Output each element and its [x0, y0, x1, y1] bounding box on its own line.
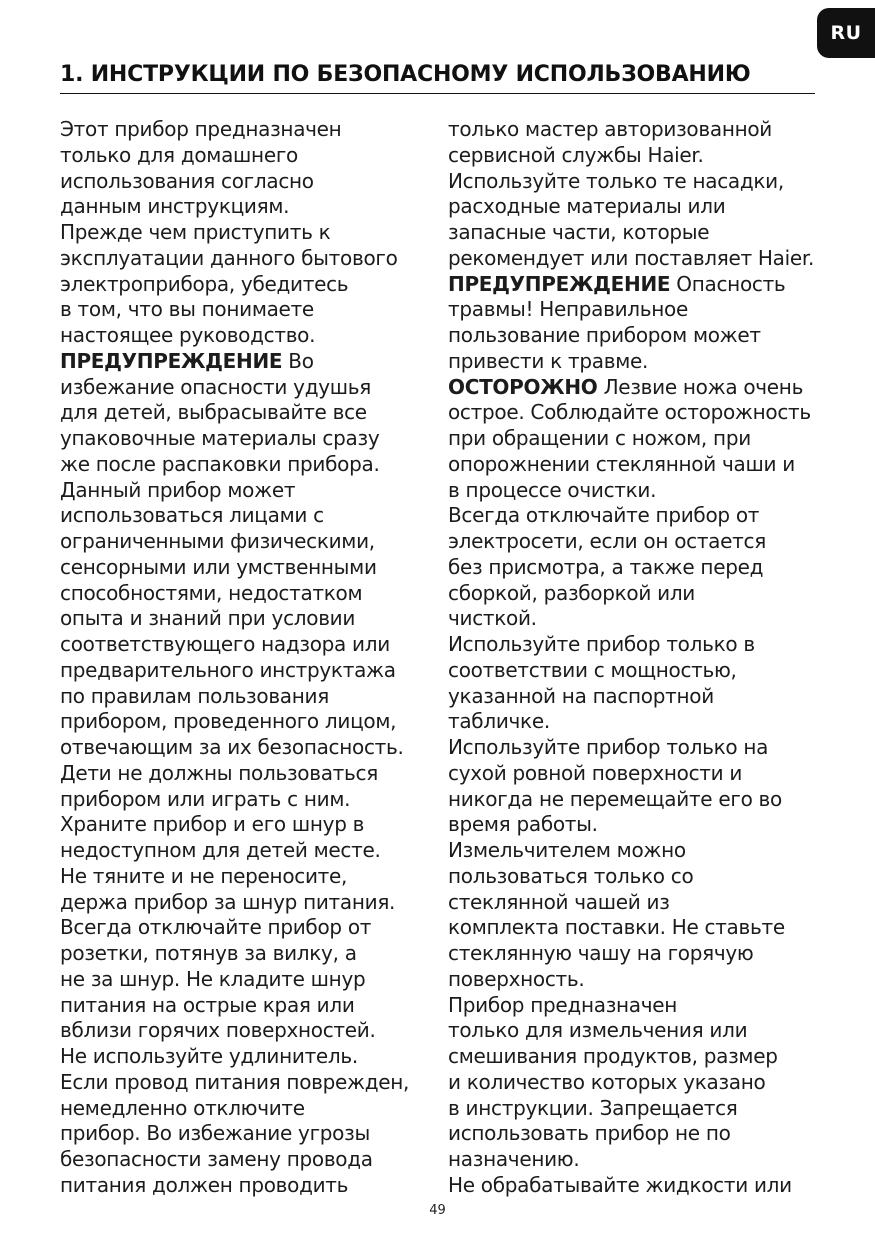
language-badge: RU: [817, 8, 875, 58]
line-text: безопасности замену провода: [60, 1147, 373, 1171]
text-line: [448, 426, 832, 452]
text-line: [60, 220, 444, 246]
line-text: чисткой.: [448, 606, 537, 631]
text-line: [448, 143, 832, 169]
line-text: только для измельчения или: [448, 1018, 748, 1043]
text-line: [448, 581, 832, 607]
line-text: прибором, проведенного лицом,: [60, 709, 397, 734]
line-text: без присмотра, а также перед: [448, 554, 764, 579]
line-text: сервисной службы Haier.: [448, 142, 704, 167]
text-line: [60, 1018, 444, 1044]
text-line: [448, 1096, 832, 1122]
text-line: [448, 323, 832, 349]
text-line: [60, 787, 444, 813]
text-line: [60, 375, 444, 401]
text-line: [448, 400, 832, 426]
text-line: [448, 452, 832, 478]
right-text-column: [448, 117, 832, 1199]
line-text: комплекта поставки. Не ставьте: [448, 915, 785, 940]
text-line: [448, 864, 832, 890]
line-text: и количество которых указано: [448, 1069, 766, 1094]
text-line: [60, 555, 444, 581]
line-text: способностями, недостатком: [60, 580, 363, 605]
line-text: Прибор предназначен: [448, 992, 678, 1017]
text-line: [448, 555, 832, 581]
line-text: Храните прибор и его шнур в: [60, 812, 365, 837]
text-line: [60, 864, 444, 890]
line-text: сенсорными или умственными: [60, 554, 377, 579]
line-text: предварительного инструктажа: [60, 657, 396, 682]
line-text: в инструкции. Запрещается: [448, 1095, 738, 1120]
line-text: Используйте прибор только на: [448, 735, 769, 759]
line-text: питания должен проводить: [60, 1172, 349, 1197]
text-line: [448, 529, 832, 555]
text-line: [448, 838, 832, 864]
line-text: рекомендует или поставляет Haier.: [448, 245, 815, 270]
text-line: [448, 684, 832, 710]
text-line: [448, 246, 832, 272]
line-text: эксплуатации данного бытового: [60, 245, 398, 270]
line-text: использовать прибор не по: [448, 1121, 731, 1146]
line-text: же после распаковки прибора.: [60, 451, 380, 476]
text-line: [60, 400, 444, 426]
text-line: [448, 941, 832, 967]
text-line: [60, 117, 444, 143]
text-line: [448, 993, 832, 1019]
line-text: соответствии с мощностью,: [448, 657, 737, 682]
line-text: для детей, выбрасывайте все: [60, 400, 367, 425]
text-line: [60, 658, 444, 684]
text-line: [448, 1044, 832, 1070]
line-text: Измельчителем можно: [448, 838, 686, 862]
text-line: [448, 1173, 832, 1199]
line-text: избежание опасности удушья: [60, 374, 371, 399]
line-text: Этот прибор предназначен: [60, 117, 342, 141]
line-text: Всегда отключайте прибор от: [60, 915, 372, 940]
text-line: [60, 838, 444, 864]
line-text: использования согласно: [60, 168, 314, 193]
text-line: [60, 1173, 444, 1199]
line-text: Используйте прибор только в: [448, 632, 755, 656]
text-line: [448, 1121, 832, 1147]
text-line: [448, 1070, 832, 1096]
line-text: Во: [282, 348, 314, 373]
line-text: Прежде чем приступить к: [60, 220, 331, 244]
line-text: держа прибор за шнур питания.: [60, 889, 396, 914]
text-line: [60, 478, 444, 504]
line-text: ограниченными физическими,: [60, 529, 375, 553]
text-line: [60, 967, 444, 993]
text-line: [448, 1147, 832, 1173]
text-line: [448, 967, 832, 993]
text-line: [448, 606, 832, 632]
text-line: [448, 735, 832, 761]
line-text: пользование прибором может: [448, 323, 761, 347]
line-text: время работы.: [448, 812, 598, 837]
text-line: [60, 606, 444, 632]
line-text: упаковочные материалы сразу: [60, 426, 380, 450]
line-text: электросети, если он остается: [448, 529, 766, 553]
line-text: не за шнур. Не кладите шнур: [60, 966, 366, 991]
line-text: привести к травме.: [448, 348, 649, 373]
line-text: прибором или играть с ним.: [60, 786, 351, 811]
text-line: [60, 143, 444, 169]
line-text: расходные материалы или: [448, 194, 726, 219]
line-text: недоступном для детей месте.: [60, 838, 381, 862]
line-text: питания на острые края или: [60, 992, 355, 1017]
line-text: Дети не должны пользоваться: [60, 760, 378, 785]
line-text: данным инструкциям.: [60, 194, 290, 219]
text-line: [60, 246, 444, 272]
line-text: по правилам пользования: [60, 683, 329, 708]
line-text: указанной на паспортной: [448, 683, 714, 708]
text-line: [448, 117, 832, 143]
line-text: настоящее руководство.: [60, 323, 316, 347]
line-text: Не обрабатывайте жидкости или: [448, 1172, 792, 1197]
line-text: использоваться лицами с: [60, 503, 324, 528]
text-line: [60, 297, 444, 323]
line-text: немедленно отключите: [60, 1095, 305, 1120]
text-line: [448, 787, 832, 813]
text-line: [448, 194, 832, 220]
line-text: соответствующего надзора или: [60, 632, 390, 656]
line-text: розетки, потянув за вилку, а: [60, 941, 357, 965]
text-line: [448, 220, 832, 246]
text-line: [60, 812, 444, 838]
line-text: Лезвие ножа очень: [597, 374, 804, 399]
text-line: [448, 761, 832, 787]
line-text: прибор. Во избежание угрозы: [60, 1121, 370, 1146]
text-line: [448, 1018, 832, 1044]
line-text: стеклянной чашей из: [448, 889, 670, 914]
text-line: [448, 503, 832, 529]
warning-label: ПРЕДУПРЕЖДЕНИЕ: [60, 348, 283, 373]
line-text: в процессе очистки.: [448, 477, 657, 502]
line-text: Опасность: [670, 271, 786, 296]
text-line: [60, 915, 444, 941]
text-line: [60, 761, 444, 787]
text-line: [60, 1096, 444, 1122]
line-text: Если провод питания поврежден,: [60, 1069, 410, 1094]
line-text: сборкой, разборкой или: [448, 580, 695, 605]
text-line: [60, 452, 444, 478]
text-line: [60, 581, 444, 607]
line-text: пользоваться только со: [448, 863, 694, 888]
line-text: стеклянную чашу на горячую: [448, 941, 754, 965]
line-text: назначению.: [448, 1147, 580, 1171]
text-line: [60, 1147, 444, 1173]
line-text: сухой ровной поверхности и: [448, 760, 743, 785]
text-line: [60, 941, 444, 967]
text-line: [448, 812, 832, 838]
text-line: [448, 297, 832, 323]
line-text: отвечающим за их безопасность.: [60, 735, 404, 759]
text-line: [60, 709, 444, 735]
line-text: вблизи горячих поверхностей.: [60, 1018, 376, 1043]
text-line: [60, 503, 444, 529]
line-text: запасные части, которые: [448, 220, 710, 244]
text-line: [448, 272, 832, 298]
text-line: [448, 890, 832, 916]
text-line: [60, 1070, 444, 1096]
text-line: [448, 632, 832, 658]
text-line: [60, 632, 444, 658]
text-line: [60, 1121, 444, 1147]
line-text: опорожнении стеклянной чаши и: [448, 451, 795, 476]
line-text: только мастер авторизованной: [448, 117, 773, 141]
page-number: 49: [429, 1203, 446, 1218]
text-line: [448, 375, 832, 401]
text-line: [60, 272, 444, 298]
text-line: [60, 426, 444, 452]
line-text: острое. Соблюдайте осторожность: [448, 400, 811, 425]
line-text: Не тяните и не переносите,: [60, 863, 348, 888]
line-text: табличке.: [448, 709, 550, 734]
text-line: [448, 478, 832, 504]
line-text: только для домашнего: [60, 142, 298, 167]
text-line: [60, 194, 444, 220]
line-text: Не используйте удлинитель.: [60, 1044, 358, 1068]
text-line: [60, 993, 444, 1019]
text-line: [448, 658, 832, 684]
line-text: опыта и знаний при условии: [60, 606, 356, 631]
line-text: Используйте только те насадки,: [448, 168, 784, 193]
left-text-column: [60, 117, 444, 1199]
section-title: 1. ИНСТРУКЦИИ ПО БЕЗОПАСНОМУ ИСПОЛЬЗОВАНИЮ: [60, 62, 815, 94]
text-line: [448, 709, 832, 735]
text-line: [60, 529, 444, 555]
warning-label: ОСТОРОЖНО: [448, 374, 598, 399]
text-line: [448, 915, 832, 941]
text-line: [60, 735, 444, 761]
text-line: [448, 349, 832, 375]
line-text: электроприбора, убедитесь: [60, 271, 349, 296]
text-line: [60, 1044, 444, 1070]
text-line: [60, 169, 444, 195]
line-text: поверхность.: [448, 966, 585, 991]
warning-label: ПРЕДУПРЕЖДЕНИЕ: [448, 271, 671, 296]
text-line: [60, 323, 444, 349]
text-line: [60, 684, 444, 710]
line-text: Всегда отключайте прибор от: [448, 503, 760, 528]
line-text: Данный прибор может: [60, 477, 296, 502]
text-line: [60, 890, 444, 916]
line-text: в том, что вы понимаете: [60, 297, 314, 322]
line-text: травмы! Неправильное: [448, 297, 688, 322]
line-text: никогда не перемещайте его во: [448, 786, 782, 811]
text-line: [60, 349, 444, 375]
line-text: при обращении с ножом, при: [448, 426, 751, 450]
text-line: [448, 169, 832, 195]
line-text: смешивания продуктов, размер: [448, 1044, 778, 1068]
